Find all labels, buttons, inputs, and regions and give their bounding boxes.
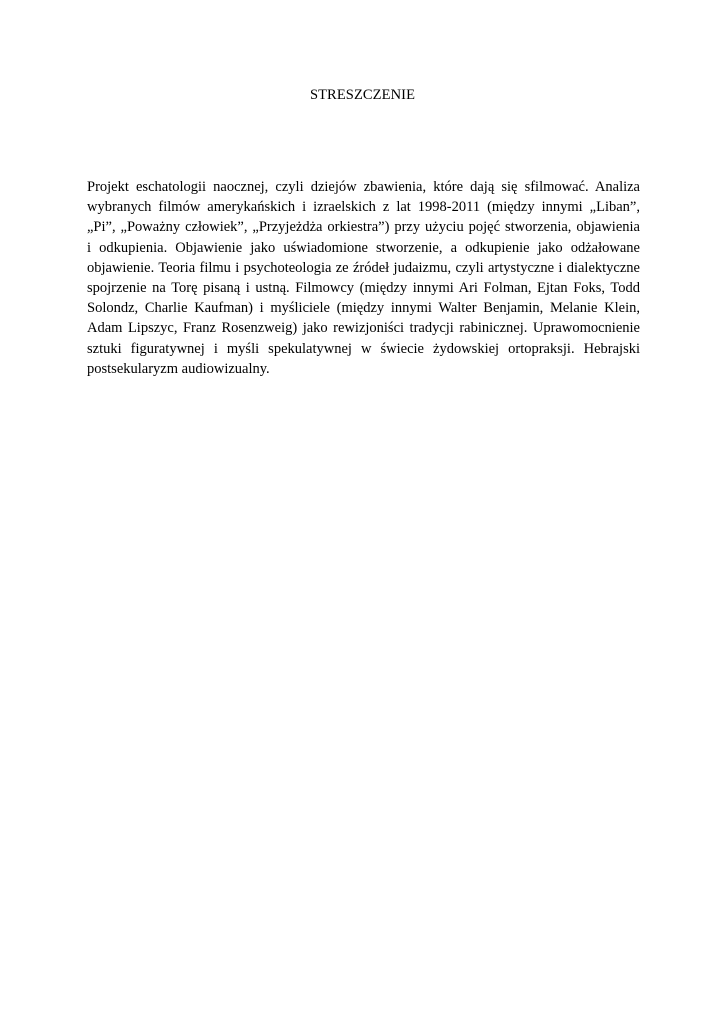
abstract-line: Solondz, Charlie Kaufman) i myśliciele (między innymi Walter Benjamin, Melanie Klein,	[87, 300, 640, 317]
abstract-line: postsekularyzm audiowizualny.	[87, 360, 270, 377]
abstract-line: objawienie. Teoria filmu i psychoteologia ze źródeł judaizmu, czyli artystyczne i dialektyczne	[87, 259, 640, 276]
page-title: STRESZCZENIE	[309, 87, 416, 103]
abstract-line: i odkupienia. Objawienie jako uświadomione stworzenie, a odkupienie jako odżałowane	[87, 239, 640, 256]
abstract-paragraph	[87, 177, 640, 379]
abstract-line: Adam Lipszyc, Franz Rosenzweig) jako rewizjoniści tradycji rabinicznej. Uprawomocnienie	[87, 320, 640, 337]
abstract-line: wybranych filmów amerykańskich i izraelskich z lat 1998-2011 (między innymi „Liban”,	[87, 199, 640, 216]
abstract-line: Projekt eschatologii naocznej, czyli dziejów zbawienia, które dają się sfilmować. Analiza	[87, 179, 640, 195]
abstract-line: „Pi”, „Poważny człowiek”, „Przyjeżdża orkiestra”) przy użyciu pojęć stworzenia, objawienia	[87, 219, 640, 236]
abstract-line: sztuki figuratywnej i myśli spekulatywnej w świecie żydowskiej ortopraksji. Hebrajski	[87, 340, 640, 357]
abstract-line: spojrzenie na Torę pisaną i ustną. Filmowcy (między innymi Ari Folman, Ejtan Foks, Todd	[87, 279, 640, 296]
